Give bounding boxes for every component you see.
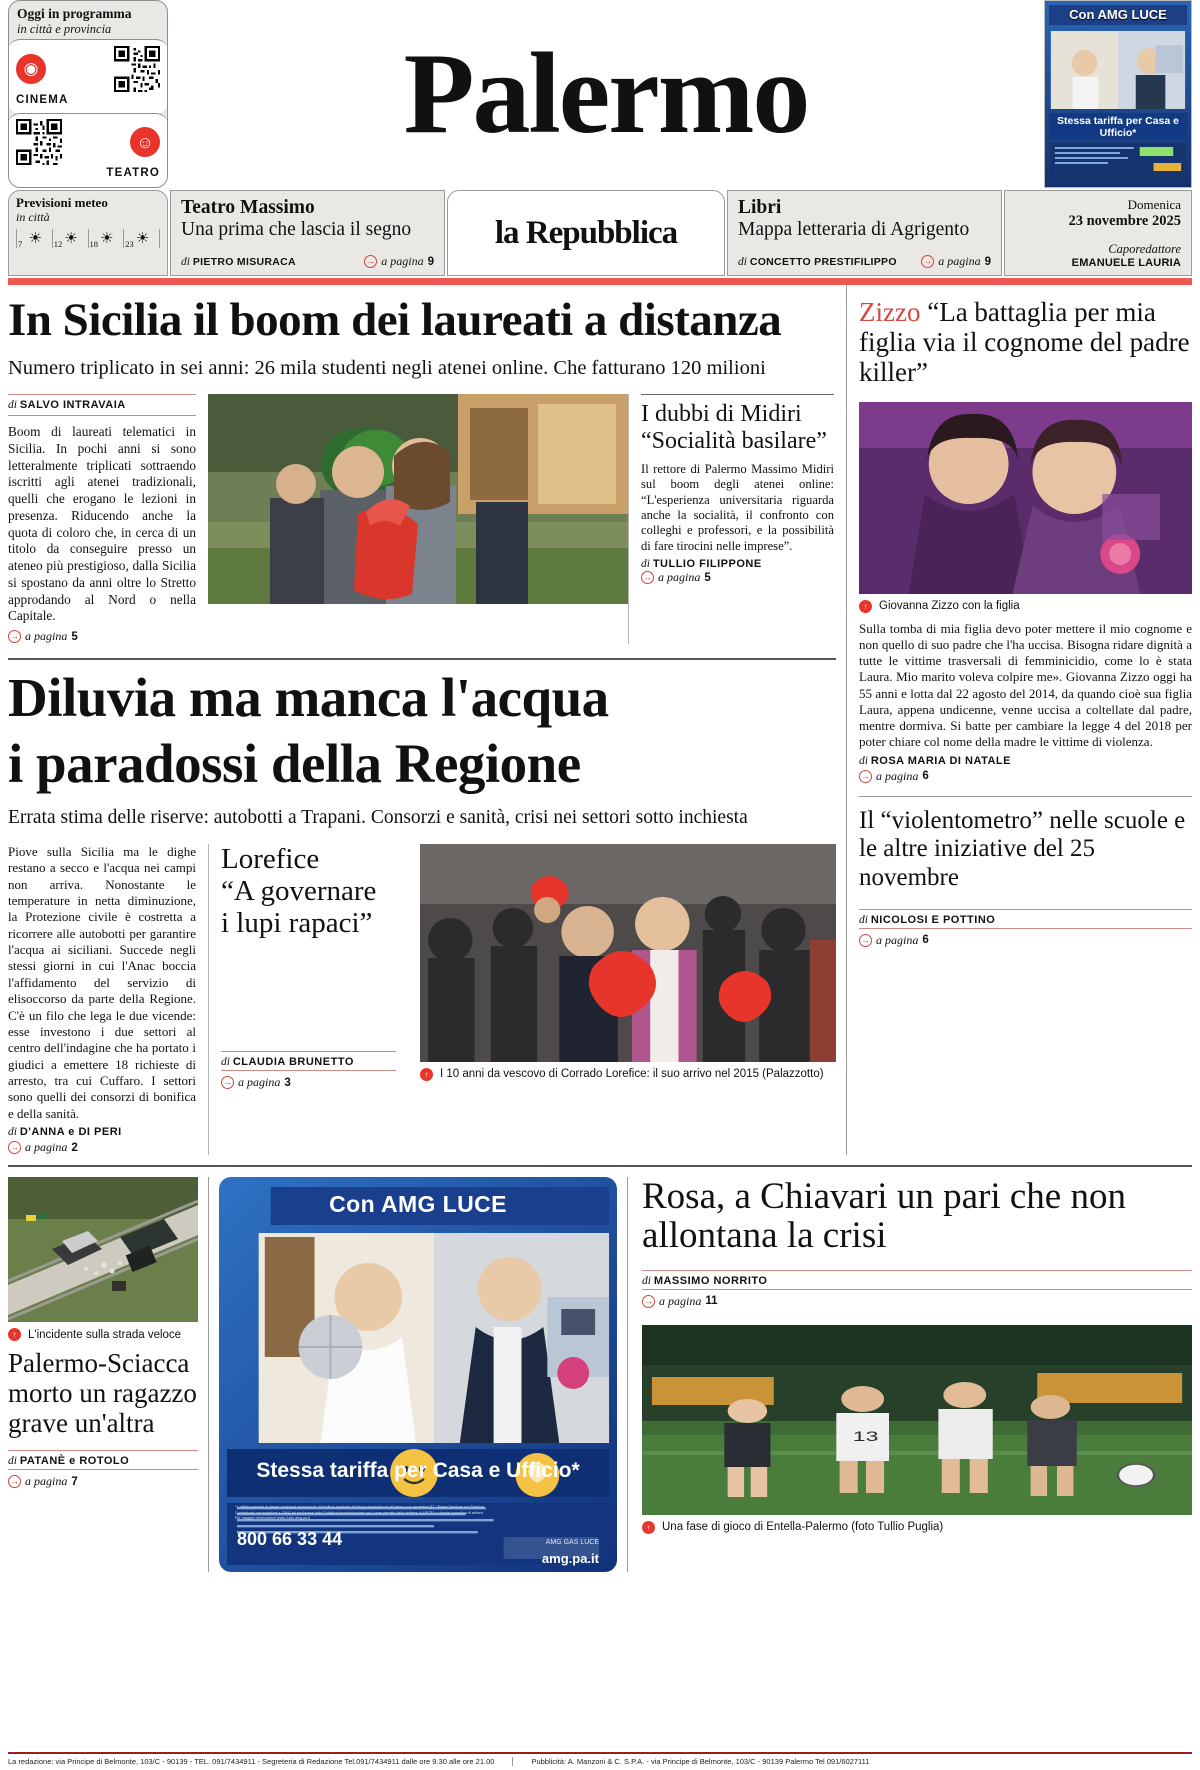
violentometro-authors: NICOLOSI E POTTINO: [870, 913, 996, 926]
section-divider: [8, 658, 836, 660]
violentometro-byline: di NICOLOSI E POTTINO: [859, 913, 996, 926]
qr-code-teatro-icon[interactable]: [16, 119, 62, 165]
arrow-right-icon: →: [644, 1295, 653, 1306]
weather-cell: [88, 229, 124, 248]
header-teaser-libri[interactable]: [727, 190, 1002, 276]
rosa-caption: ↑ Una fase di gioco di Entella-Palermo (foto Tullio Puglia): [642, 1521, 1192, 1534]
masthead-title: Palermo: [403, 29, 809, 158]
footer-redazione: La redazione: via Principe di Belmonte, 103/C - 90139 - TEL. 091/7434911 - Segreteria di Redazione Tel.091/7434911 dalle ore 9.30 alle ore 21.00: [8, 1757, 495, 1766]
lorefice-photo-block: [408, 844, 836, 1155]
promo-box: [8, 0, 168, 188]
midiri-headline-1[interactable]: I dubbi di Midiri: [641, 401, 802, 428]
caption-arrow-icon: ↑: [8, 1328, 21, 1341]
teaser-libri-title: Libri: [738, 197, 782, 218]
sun-icon: ☀: [28, 230, 43, 247]
teaser-libri-author: CONCETTO PRESTIFILIPPO: [749, 255, 897, 268]
zizzo-kicker: Zizzo: [859, 297, 921, 327]
incidente-authors: PATANÈ e ROTOLO: [19, 1455, 130, 1468]
lead2-article: [8, 844, 836, 1155]
lead2-body-text: Piove sulla Sicilia ma le dighe restano a secco e l'acqua nei campi non arriva. Nonostante le temperature in netta diminuzione, la Protezione civile è costretta a ricorrere alle autobotti per garantire l'acqua ai siciliani. Succede negli stessi giorni in cui l'Anac boccia l'affidamento del servizio di elisoccorso da parte della Regione. C'è un filo che lega le due vicende: esse investono i due settori al centro dell'indagine che ha portato i giudici a emettere 18 richieste di arresto, tra cui Cuffaro. I settori sono quelli dei consorzi di bonifica e della sanità.: [8, 843, 196, 1121]
lead2-byline: di D'ANNA e DI PERI: [8, 1126, 122, 1139]
promo-header: [9, 1, 167, 40]
violentometro-pagelink[interactable]: → a pagina 6: [861, 932, 929, 947]
promo-subtitle: in città e provincia: [17, 21, 112, 36]
teaser-teatro-byline: di PIETRO MISURACA: [181, 255, 296, 268]
zizzo-photo: [859, 402, 1192, 594]
top-strip: [8, 0, 1192, 188]
accident-aerial-photo: [8, 1177, 198, 1322]
lead-article: [8, 394, 836, 644]
arrow-right-icon: →: [223, 1077, 232, 1088]
weather-widget: [8, 190, 168, 276]
lead-text-column: [8, 394, 208, 644]
midiri-sidebar: [628, 394, 834, 644]
midiri-author: TULLIO FILIPPONE: [652, 558, 762, 571]
bottom-section: [8, 1165, 1192, 1572]
bishop-crowd-photo: [420, 844, 836, 1062]
ad-bottom-phone[interactable]: 800 66 33 44: [237, 1529, 343, 1550]
svg-text:13: 13: [852, 1428, 879, 1445]
lorefice-headline-2[interactable]: “A governare: [221, 874, 377, 907]
rosa-block: [628, 1177, 1192, 1572]
weather-cell: [52, 229, 88, 248]
promo-cinema[interactable]: [8, 39, 168, 113]
qr-code-cinema-icon[interactable]: [114, 46, 160, 92]
arrow-right-icon: →: [923, 256, 933, 266]
football-match-photo: [642, 1325, 1192, 1515]
masthead: [168, 0, 1044, 188]
header-teaser-teatro[interactable]: [170, 190, 445, 276]
zizzo-headline[interactable]: [859, 297, 1192, 388]
lead-subhead: Numero triplicato in sei anni: 26 mila studenti negli atenei online. Che fatturano 120 milioni: [8, 357, 766, 379]
midiri-headline-2[interactable]: “Socialità basilare”: [641, 427, 827, 454]
midiri-pagelink[interactable]: → a pagina 5: [643, 570, 711, 585]
arrow-right-icon: →: [861, 934, 870, 945]
repubblica-logo: [447, 190, 725, 276]
caption-arrow-icon: ↑: [859, 600, 872, 613]
weather-cell: [16, 229, 52, 248]
ad-bottom-subline: Stessa tariffa per Casa e Ufficio*: [256, 1459, 580, 1483]
violentometro-headline[interactable]: Il “violentometro” nelle scuole e le altre iniziative del 25 novembre: [859, 806, 1186, 892]
rosa-byline: di MASSIMO NORRITO: [642, 1274, 768, 1287]
incidente-caption: ↑ L'incidente sulla strada veloce: [8, 1328, 198, 1341]
promo-title: Oggi in programma: [17, 6, 132, 21]
weather-title: Previsioni meteo: [16, 195, 108, 210]
date-weekday: Domenica: [1127, 197, 1181, 212]
lead-photo: [208, 394, 628, 644]
lorefice-byline: di CLAUDIA BRUNETTO: [221, 1056, 354, 1069]
graduation-photo: [208, 394, 628, 604]
lead2-subhead: Errata stima delle riserve: autobotti a Trapani. Consorzi e sanità, crisi nei settori sotto inchiesta: [8, 807, 748, 829]
midiri-body: Il rettore di Palermo Massimo Midiri sul boom degli atenei online: “L'esperienza universitaria riguarda anche la socialità, il confronto con colleghi e professori, e la possibilità di fare tirocini nelle imprese”.: [641, 461, 834, 553]
main-content: [8, 285, 1192, 1155]
zizzo-caption: ↑ Giovanna Zizzo con la figlia: [859, 600, 1192, 613]
weather-subtitle: in città: [16, 210, 50, 225]
arrow-right-icon: →: [366, 256, 376, 266]
date-block: [1004, 190, 1192, 276]
incidente-headline[interactable]: Palermo-Sciacca morto un ragazzo grave un'altra: [8, 1348, 197, 1438]
lorefice-sidebar: [208, 844, 408, 1155]
date-full: 23 novembre 2025: [1068, 213, 1181, 229]
caption-arrow-icon: ↑: [642, 1521, 655, 1534]
zizzo-headline-text: “La battaglia per mia figlia via il cognome del padre killer”: [859, 297, 1190, 388]
midiri-byline: di TULLIO FILIPPONE: [641, 558, 762, 571]
red-divider: [8, 278, 1192, 285]
lorefice-headline-3[interactable]: i lupi rapaci”: [221, 906, 373, 939]
rosa-pagelink[interactable]: → a pagina 11: [644, 1293, 718, 1308]
ad-banner-top[interactable]: [1044, 0, 1192, 188]
lorefice-headline-1[interactable]: Lorefice: [221, 842, 320, 875]
teaser-teatro-subtitle: Una prima che lascia il segno: [181, 218, 412, 240]
lead-author: SALVO INTRAVAIA: [19, 399, 126, 412]
weather-temp: 23: [125, 238, 134, 249]
ad-bottom-site[interactable]: amg.pa.it: [541, 1551, 599, 1567]
arrow-right-icon: →: [10, 1142, 19, 1153]
arrow-right-icon: →: [861, 770, 870, 781]
zizzo-body: Sulla tomba di mia figlia devo poter mettere il mio cognome e non quello di suo padre che l'ha uccisa. Bisogna ridare dignità a tutte le vittime trasversali di femminicidio, come lo è stata Laura. Mio marito voleva colpire me». Giovanna Zizzo oggi ha 55 anni e lotta dal 22 agosto del 2014, da quando cioè sua figlia Laura, appena undicenne, venne uccisa a coltellate dal padre, mentre dormiva. Si batte per cambiare la legge 4 del 2018 per poter chiare col nome della madre le vittime di violenza.: [859, 620, 1192, 750]
lead2-pagelink[interactable]: → a pagina 2: [10, 1140, 78, 1155]
rosa-headline[interactable]: Rosa, a Chiavari un pari che non allontana la crisi: [642, 1176, 1126, 1257]
sun-icon: ☀: [135, 230, 150, 247]
zizzo-author: ROSA MARIA DI NATALE: [870, 754, 1011, 767]
arrow-right-icon: →: [10, 631, 19, 642]
film-reel-icon: ◉: [16, 54, 46, 84]
lead-pagelink[interactable]: → a pagina 5: [10, 629, 78, 644]
promo-teatro-label: TEATRO: [106, 167, 160, 180]
arrow-right-icon: →: [643, 572, 652, 583]
ad-top-artwork: [1045, 1, 1191, 187]
sun-icon: ☀: [64, 230, 78, 247]
promo-cinema-label: CINEMA: [16, 93, 69, 106]
weather-row: [16, 229, 160, 248]
teaser-teatro-title: Teatro Massimo: [181, 197, 315, 218]
lead2-text-column: [8, 844, 208, 1155]
lorefice-author: CLAUDIA BRUNETTO: [232, 1056, 354, 1069]
ad-bottom-brandmark: AMG GAS LUCE: [545, 1539, 599, 1547]
incidente-block: [8, 1177, 208, 1572]
teaser-libri-subtitle: Mappa letteraria di Agrigento: [738, 218, 970, 240]
weather-temp: 18: [89, 238, 98, 249]
weather-cell: [123, 229, 160, 248]
zizzo-byline: di ROSA MARIA DI NATALE: [859, 754, 1011, 767]
teaser-libri-byline: di CONCETTO PRESTIFILIPPO: [738, 255, 897, 268]
ad-bottom-headline: Con AMG LUCE: [329, 1191, 507, 1218]
arrow-right-icon: →: [10, 1476, 19, 1487]
teaser-teatro-author: PIETRO MISURACA: [192, 255, 296, 268]
zizzo-pagelink[interactable]: → a pagina 6: [861, 768, 929, 783]
ad-top-headline: Con AMG LUCE: [1069, 7, 1167, 22]
ad-bottom-legal: * L'offerta prevede le stesse condizioni economiche di fornitura applicata all'utenza domestica ed all'utenza non domestica BT / Bassa Tensione con Potenza Contrattuale non superiore a 15kW ad esclusione della Pubblica Amministrazione così come previsto dalla delibera di ARERA e vigente normativa di settore. Per maggiori informazioni visita il sito amg.pa.it: [235, 1505, 484, 1520]
ad-banner-bottom[interactable]: [208, 1177, 628, 1572]
incidente-byline: di PATANÈ e ROTOLO: [8, 1455, 130, 1468]
repubblica-logo-text: la Repubblica: [494, 214, 678, 251]
weather-temp: 7: [18, 238, 23, 249]
editor-name: EMANUELE LAURIA: [1071, 257, 1181, 269]
lorefice-caption: ↑ I 10 anni da vescovo di Corrado Lorefice: il suo arrivo nel 2015 (Palazzotto): [420, 1068, 836, 1081]
lead2-headline-1[interactable]: Diluvia ma manca l'acqua: [8, 667, 609, 729]
rosa-author: MASSIMO NORRITO: [653, 1274, 768, 1287]
caption-arrow-icon: ↑: [420, 1068, 433, 1081]
header-bar: [8, 190, 1192, 276]
ad-top-subline: Stessa tariffa per Casa e Ufficio*: [1057, 115, 1179, 139]
teaser-teatro-pagelink[interactable]: → a pagina 9: [366, 254, 434, 268]
lead-body-text: Boom di laureati telematici in Sicilia. In pochi anni si sono letteralmente triplicati sottraendo iscritti agli atenei tradizionali, quelli che erogano le lezioni in presenza. Riducendo anche la quota di coloro che, in cerca di un titolo da conseguire presso un ateneo più prestigioso, dalla Sicilia si spostano da anni oltre lo Stretto approdando al Nord o nella Capitale.: [8, 424, 196, 624]
page-footer: [8, 1752, 1192, 1766]
left-column: [8, 285, 846, 1155]
incidente-pagelink[interactable]: → a pagina 7: [10, 1474, 78, 1489]
promo-teatro[interactable]: [8, 113, 168, 187]
teaser-libri-pagelink[interactable]: → a pagina 9: [923, 254, 991, 268]
weather-temp: 12: [53, 238, 63, 249]
footer-pubblicita: Pubblicità: A. Manzoni & C. S.P.A. - via Principe di Belmonte, 103/C - 90139 Palermo Tel 091/6027111: [512, 1757, 869, 1766]
sun-icon: ☀: [100, 230, 114, 247]
mother-daughter-photo: [859, 402, 1192, 594]
lead2-authors: D'ANNA e DI PERI: [19, 1126, 122, 1139]
lorefice-pagelink[interactable]: → a pagina 3: [223, 1075, 291, 1090]
lead2-headline-2[interactable]: i paradossi della Regione: [8, 733, 581, 795]
right-column: [846, 285, 1192, 1155]
editor-role: Caporedattore: [1108, 242, 1181, 256]
lead-byline: di SALVO INTRAVAIA: [8, 399, 126, 412]
theatre-mask-icon: ☺: [130, 127, 160, 157]
lead-headline[interactable]: In Sicilia il boom dei laureati a distanza: [8, 294, 782, 346]
